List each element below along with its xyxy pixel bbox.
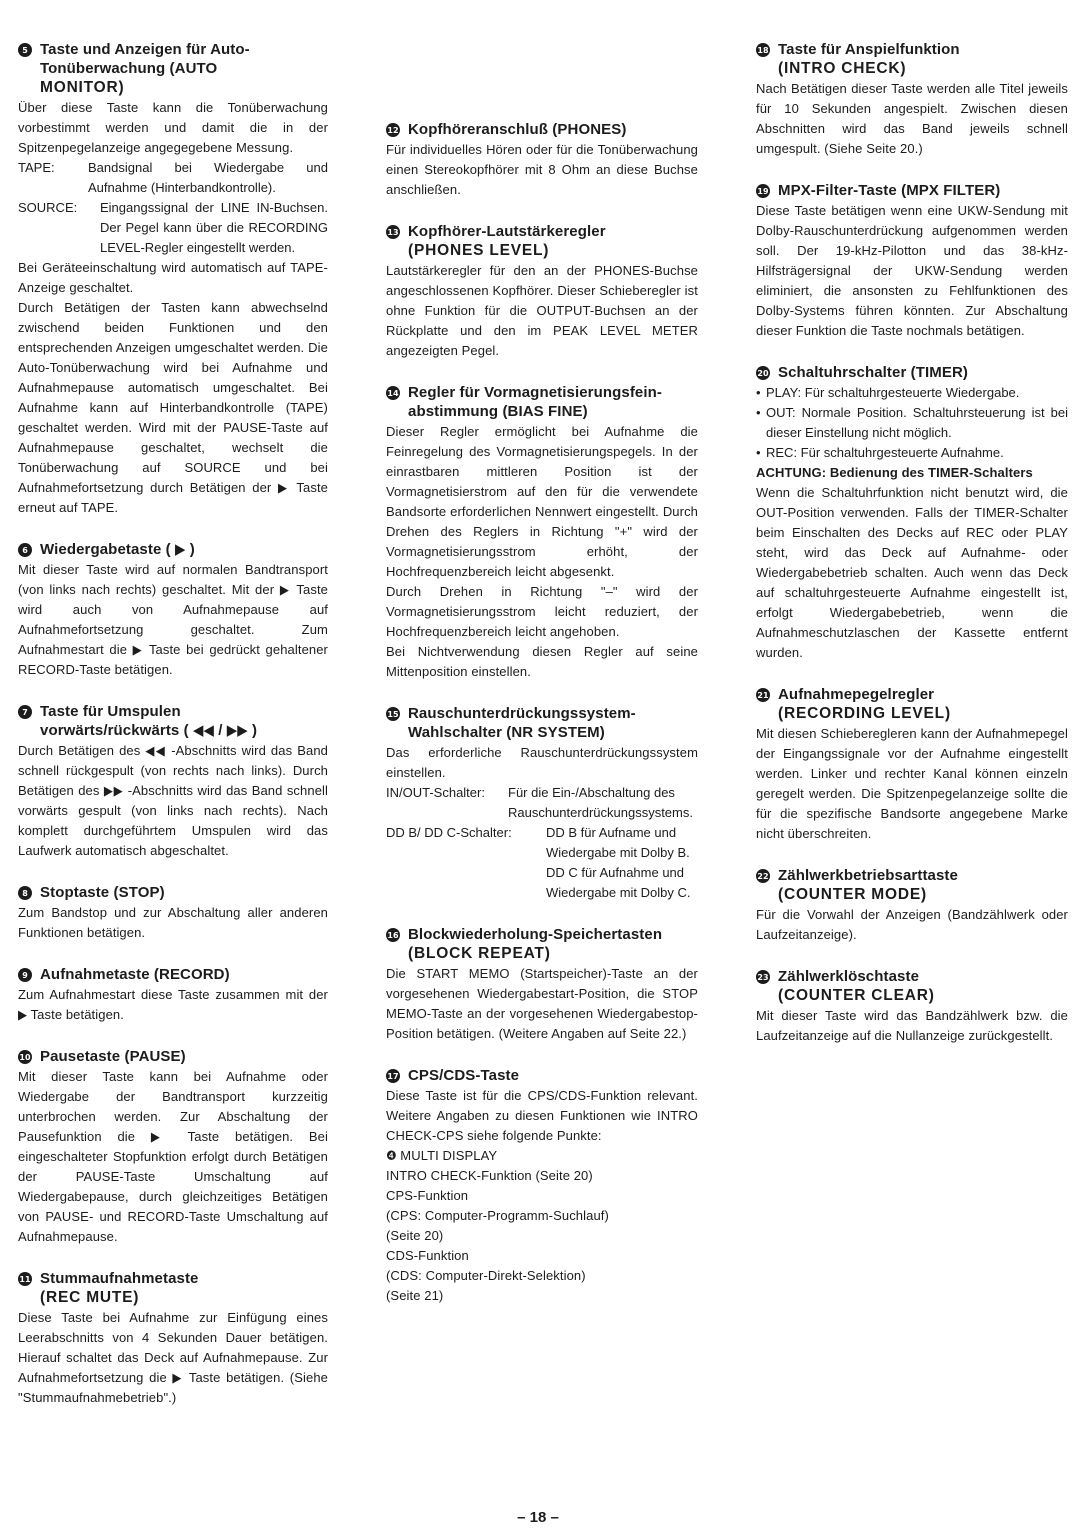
section-play bbox=[18, 540, 328, 680]
section-title: Aufnahmepegelregler bbox=[778, 686, 935, 703]
paragraph: Lautstärkeregler für den an der PHONES-Buchse angeschlossenen Kopfhörer. Dieser Schieberegler ist ohne Funktion für die OUTPUT-Buchsen an der Rückplatte und den im PEAK LEVEL METER angezeigten Pegel. bbox=[386, 263, 698, 358]
paragraph: Über diese Taste kann die Tonüberwachung vorbestimmt werden und damit die in der Spitzenpegelanzeige angegegebene Messung. bbox=[18, 100, 328, 155]
item-number-badge: 15 bbox=[386, 707, 400, 721]
paragraph: Zum Aufnahmestart diese Taste zusammen mit der ▶ Taste betätigen. bbox=[18, 987, 328, 1022]
section-title: Zählwerkbetriebsarttaste bbox=[778, 867, 958, 884]
section-title: Pausetaste (PAUSE) bbox=[40, 1048, 186, 1065]
section-title-line2: Wahlschalter (NR SYSTEM) bbox=[408, 724, 605, 741]
bullet-text: OUT: Normale Position. Schaltuhrsteuerung ist bei dieser Einstellung nicht möglich. bbox=[766, 405, 1068, 440]
item-number-badge: 18 bbox=[756, 43, 770, 57]
list-line: (CDS: Computer-Direkt-Selektion) bbox=[386, 1268, 586, 1283]
bullet-play bbox=[756, 383, 1068, 403]
list-line: (Seite 21) bbox=[386, 1288, 444, 1303]
item-number-badge: 14 bbox=[386, 386, 400, 400]
paragraph: Durch Betätigen des ◀◀ -Abschnitts wird das Band schnell rückgespult (von rechts nach links). Durch Betätigen des ▶▶ -Abschnitts wird das Band schnell vorwärts gespult (von links nach rechts). Nach komplett durchgeführtem Umspulen wird das Laufwerk automatisch abgeschaltet. bbox=[18, 743, 328, 858]
section-title-line2: (BLOCK REPEAT) bbox=[408, 945, 551, 962]
section-record bbox=[18, 965, 328, 1025]
paragraph: Mit dieser Taste wird auf normalen Bandtransport (von links nach rechts) geschaltet. Mit der ▶ Taste wird auch von Aufnahmepause auf Aufnahmefortsetzung geschaltet. Zum Aufnahmestart die ▶ Taste bei gedrückt gehaltener RECORD-Taste betätigen. bbox=[18, 562, 328, 677]
item-number-badge: 8 bbox=[18, 886, 32, 900]
column-left bbox=[18, 40, 328, 1430]
paragraph: Für die Vorwahl der Anzeigen (Bandzählwerk oder Laufzeitanzeige). bbox=[756, 907, 1068, 942]
section-phones bbox=[386, 120, 698, 200]
section-title: Wiedergabetaste ( ▶ ) bbox=[40, 541, 195, 558]
definition-text: Für die Ein-/Abschaltung des Rauschunterdrückungssystems. bbox=[508, 785, 693, 820]
item-number-badge: 5 bbox=[18, 43, 32, 57]
section-title-line2: abstimmung (BIAS FINE) bbox=[408, 403, 588, 420]
paragraph: Wenn die Schaltuhrfunktion nicht benutzt wird, die OUT-Position verwenden. Falls der TIMER-Schalter beim Einschalten des Decks auf REC oder PLAY steht, wird das Deck auf Aufnahme- oder Wiedergabebetrieb schalten. Auch wenn das Deck auf schaltuhrgesteuerte Aufnahme eingestellt ist, erfolgt Wiedergabebetrieb, wenn die Aufnahmeschutzlaschen der Kassette entfernt wurden. bbox=[756, 485, 1068, 660]
section-title-line2: vorwärts/rückwärts ( ◀◀ / ▶▶ ) bbox=[40, 722, 258, 739]
section-wind bbox=[18, 702, 328, 861]
paragraph: Mit dieser Taste wird das Bandzählwerk bzw. die Laufzeitanzeige auf die Nullanzeige zurückgestellt. bbox=[756, 1008, 1068, 1043]
section-title-line2: (PHONES LEVEL) bbox=[408, 242, 550, 259]
section-title: Taste und Anzeigen für Auto- bbox=[40, 41, 250, 58]
section-bias-fine bbox=[386, 383, 698, 682]
paragraph: Durch Betätigen der Tasten kann abwechselnd zwischend beiden Funktionen und den entsprechenden Anzeigen umgeschaltet werden. Die Auto-Tonüberwachung wird bei Aufnahme und Aufnahmepause automatisch umgeschaltet. Bei Aufnahme kann auf Hinterbandkontrolle (TAPE) geschaltet werden. Wird mit der PAUSE-Taste auf Aufnahmepause geschaltet, wechselt die Tonüberwachung auf SOURCE und bei Aufnahmefortsetzung durch Betätigen der ▶ Taste erneut auf TAPE. bbox=[18, 300, 328, 515]
list-line: (CPS: Computer-Programm-Suchlauf) bbox=[386, 1208, 609, 1223]
section-counter-mode bbox=[756, 866, 1068, 945]
section-title: Stummaufnahmetaste bbox=[40, 1270, 199, 1287]
paragraph: Mit dieser Taste kann bei Aufnahme oder Wiedergabe der Bandtransport kurzzeitig unterbrochen werden. Zur Abschaltung der Pausefunktion die ▶ Taste betätigen. Bei eingeschalteter Stopfunktion erfolgt durch Betätigen der PAUSE-Taste Umschaltung auf Wiedergabepause, durch gleichzeitiges Betätigen von PAUSE- und RECORD-Taste Umschaltung auf Aufnahmepause. bbox=[18, 1069, 328, 1244]
definition-term: DD B/ DD C-Schalter: bbox=[386, 825, 512, 840]
bullet-rec bbox=[756, 443, 1068, 463]
bullet-out bbox=[756, 403, 1068, 443]
paragraph: Diese Taste ist für die CPS/CDS-Funktion relevant. Weitere Angaben zu diesen Funktionen wie INTRO CHECK-CPS siehe folgende Punkte: bbox=[386, 1088, 698, 1143]
item-number-badge: 16 bbox=[386, 928, 400, 942]
list-line: CDS-Funktion bbox=[386, 1248, 469, 1263]
item-number-badge: 17 bbox=[386, 1069, 400, 1083]
section-title-line2: (INTRO CHECK) bbox=[778, 60, 907, 77]
bullet-text: REC: Für schaltuhrgesteuerte Aufnahme. bbox=[766, 445, 1004, 460]
item-number-badge: 21 bbox=[756, 688, 770, 702]
section-title: Schaltuhrschalter (TIMER) bbox=[778, 364, 969, 381]
item-number-badge: 9 bbox=[18, 968, 32, 982]
section-title: MPX-Filter-Taste (MPX FILTER) bbox=[778, 182, 1001, 199]
section-title-line2: (COUNTER MODE) bbox=[778, 886, 927, 903]
section-auto-monitor bbox=[18, 40, 328, 518]
item-number-badge: 19 bbox=[756, 184, 770, 198]
bullet-text: PLAY: Für schaltuhrgesteuerte Wiedergabe. bbox=[766, 385, 1020, 400]
paragraph: Das erforderliche Rauschunterdrückungssystem einstellen. bbox=[386, 745, 698, 780]
section-nr-system bbox=[386, 704, 698, 903]
bullet-dot: • bbox=[756, 405, 761, 420]
definition-in-out bbox=[386, 783, 698, 823]
section-title: Rauschunterdrückungssystem- bbox=[408, 705, 636, 722]
section-phones-level bbox=[386, 222, 698, 361]
page-number: – 18 – bbox=[517, 1509, 559, 1526]
item-number-badge: 11 bbox=[18, 1272, 32, 1286]
section-pause bbox=[18, 1047, 328, 1247]
paragraph: Mit diesen Schieberegleren kann der Aufnahmepegel der Eingangssignale vor der Aufnahme eingestellt werden. Linker und rechter Kanal können einzeln geregelt werden. Die Spitzenpegelanzeige sollte die für die spezifische Bandsorte angegebene Marke nicht überschreiten. bbox=[756, 726, 1068, 841]
paragraph: Die START MEMO (Startspeicher)-Taste an der vorgesehenen Wiedergabestart-Position, die STOP MEMO-Taste an der vorgesehenen Wiedergabestop-Position betätigen. (Weitere Angaben auf Seite 22.) bbox=[386, 966, 698, 1041]
paragraph: Zum Bandstop und zur Abschaltung aller anderen Funktionen betätigen. bbox=[18, 905, 328, 940]
section-title-line3: MONITOR) bbox=[40, 79, 125, 96]
list-line: ❹ MULTI DISPLAY bbox=[386, 1148, 498, 1163]
list-line: INTRO CHECK-Funktion (Seite 20) bbox=[386, 1168, 593, 1183]
warning-heading: ACHTUNG: Bedienung des TIMER-Schalters bbox=[756, 465, 1033, 480]
section-title-line2: (COUNTER CLEAR) bbox=[778, 987, 935, 1004]
section-cps-cds bbox=[386, 1066, 698, 1306]
item-number-badge: 20 bbox=[756, 366, 770, 380]
definition-term: TAPE: bbox=[18, 160, 55, 175]
item-number-badge: 7 bbox=[18, 705, 32, 719]
paragraph: Durch Drehen in Richtung "–" wird der Vormagnetisierungsstrom leicht reduziert, der Hochfrequenzbereich leicht angehoben. bbox=[386, 584, 698, 639]
definition-term: SOURCE: bbox=[18, 200, 78, 215]
item-number-badge: 10 bbox=[18, 1050, 32, 1064]
section-title: Zählwerklöschtaste bbox=[778, 968, 920, 985]
section-stop bbox=[18, 883, 328, 943]
definition-tape bbox=[18, 158, 328, 198]
definition-b-c-switch bbox=[386, 823, 698, 903]
section-title-line2: Tonüberwachung (AUTO bbox=[40, 60, 218, 77]
item-number-badge: 13 bbox=[386, 225, 400, 239]
item-number-badge: 23 bbox=[756, 970, 770, 984]
section-title: Kopfhöreranschluß (PHONES) bbox=[408, 121, 627, 138]
bullet-dot: • bbox=[756, 445, 761, 460]
paragraph: Diese Taste bei Aufnahme zur Einfügung eines Leerabschnitts von 4 Sekunden Dauer betätigen. Hierauf schaltet das Deck auf Aufnahmepause. Zur Aufnahmefortsetzung die ▶ Taste betätigen. (Siehe "Stummaufnahmebetrieb".) bbox=[18, 1310, 328, 1405]
item-number-badge: 6 bbox=[18, 543, 32, 557]
section-title: Stoptaste (STOP) bbox=[40, 884, 165, 901]
paragraph: Bei Geräteeinschaltung wird automatisch auf TAPE-Anzeige geschaltet. bbox=[18, 260, 328, 295]
definition-text: DD B für Aufname und Wiedergabe mit Dolby B. DD C für Aufnahme und Wiedergabe mit Dolby C. bbox=[546, 825, 691, 900]
section-rec-mute bbox=[18, 1269, 328, 1408]
list-line: CPS-Funktion bbox=[386, 1188, 469, 1203]
definition-term: IN/OUT-Schalter: bbox=[386, 785, 485, 800]
column-right bbox=[756, 40, 1068, 1068]
list-line: (Seite 20) bbox=[386, 1228, 444, 1243]
section-title: Taste für Anspielfunktion bbox=[778, 41, 960, 58]
paragraph: Für individuelles Hören oder für die Tonüberwachung einen Stereokopfhörer mit 8 Ohm an diese Buchse anschließen. bbox=[386, 142, 698, 197]
section-title: Aufnahmetaste (RECORD) bbox=[40, 966, 230, 983]
column-middle bbox=[386, 120, 698, 1328]
section-counter-clear bbox=[756, 967, 1068, 1046]
section-intro-check bbox=[756, 40, 1068, 159]
item-number-badge: 22 bbox=[756, 869, 770, 883]
definition-text: Eingangssignal der LINE IN-Buchsen. Der Pegel kann über die RECORDING LEVEL-Regler eingestellt werden. bbox=[100, 200, 328, 255]
section-title: Taste für Umspulen bbox=[40, 703, 181, 720]
section-title: Blockwiederholung-Speichertasten bbox=[408, 926, 663, 943]
section-title: CPS/CDS-Taste bbox=[408, 1067, 520, 1084]
section-title: Kopfhörer-Lautstärkeregler bbox=[408, 223, 606, 240]
definition-source bbox=[18, 198, 328, 258]
definition-text: Bandsignal bei Wiedergabe und Aufnahme (Hinterbandkontrolle). bbox=[88, 160, 328, 195]
section-title: Regler für Vormagnetisierungsfein- bbox=[408, 384, 662, 401]
section-block-repeat bbox=[386, 925, 698, 1044]
section-recording-level bbox=[756, 685, 1068, 844]
section-title-line2: (RECORDING LEVEL) bbox=[778, 705, 951, 722]
paragraph: Dieser Regler ermöglicht bei Aufnahme die Feinregelung des Vormagnetisierungspegels. In der einrastbaren mittleren Position ist der Vormagnetisierstrom auf den für die verwendete Bandsorte erforderlichen Nennwert eingestellt. Durch Drehen des Reglers in Richtung "+" wird der Vormagnetisierungsstrom erhöht, der Hochfrequenzbereich leicht abgesenkt. bbox=[386, 424, 698, 579]
section-title-line2: (REC MUTE) bbox=[40, 1289, 140, 1306]
paragraph: Diese Taste betätigen wenn eine UKW-Sendung mit Dolby-Rauschunterdrückung aufgenommen werden soll. Der 19-kHz-Pilotton und das 38-kHz-Hilfsträgersignal der UKW-Sendung werden eliminiert, die ansonsten zu Fehlfunktionen des Dolby-Systems führen könnten. Zur Abschaltung dieser Funktion die Taste nochmals betätigen. bbox=[756, 203, 1068, 338]
bullet-dot: • bbox=[756, 385, 761, 400]
item-number-badge: 12 bbox=[386, 123, 400, 137]
section-mpx-filter bbox=[756, 181, 1068, 341]
paragraph: Bei Nichtverwendung diesen Regler auf seine Mittenposition einstellen. bbox=[386, 644, 698, 679]
section-timer bbox=[756, 363, 1068, 663]
paragraph: Nach Betätigen dieser Taste werden alle Titel jeweils für 10 Sekunden angespielt. Zwischen diesen Abschnitten wird das Band jeweils schnell umgespult. (Siehe Seite 20.) bbox=[756, 81, 1068, 156]
